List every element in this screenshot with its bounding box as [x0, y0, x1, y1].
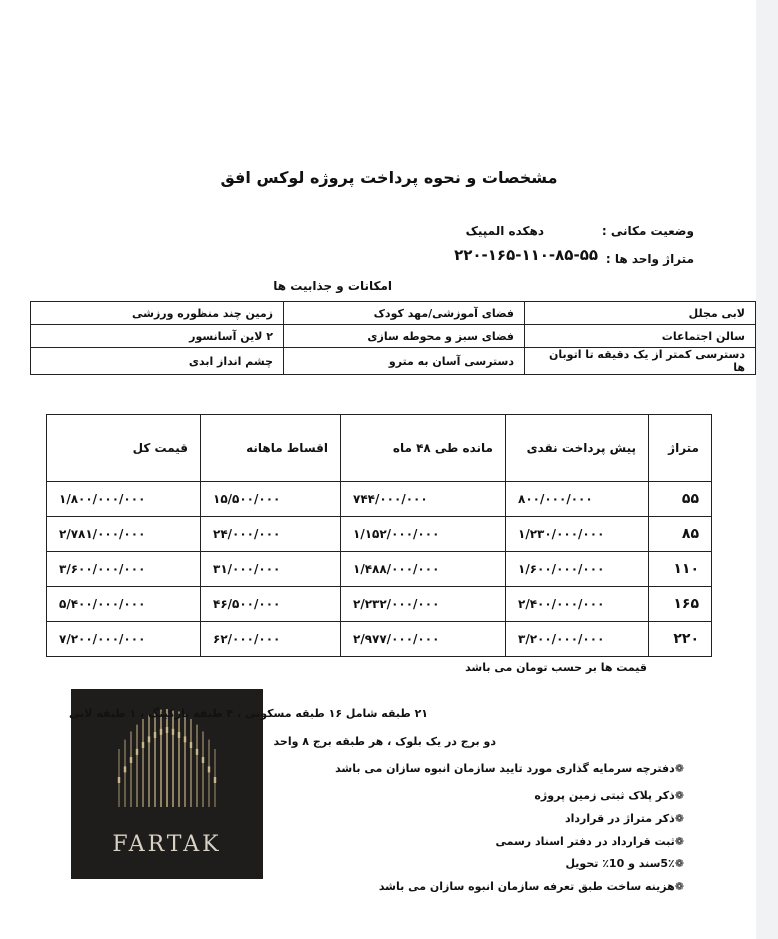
bullet-item: ❁ثبت قرارداد در دفتر اسناد رسمی — [495, 835, 684, 848]
units-value: ۲۲۰-۱۶۵-۱۱۰-۸۵-۵۵ — [454, 246, 598, 264]
table-row — [47, 482, 712, 517]
table-header-row — [47, 415, 712, 482]
column-header: پیش پرداخت نقدی — [506, 415, 649, 482]
table-row — [47, 517, 712, 552]
feature-cell: سالن اجتماعات — [525, 325, 756, 348]
logo-line-notch — [142, 742, 144, 748]
table-cell: ۵/۴۰۰/۰۰۰/۰۰۰ — [47, 587, 201, 622]
bullet-item: ❁5٪سند و 10٪ تحویل — [565, 857, 684, 870]
logo-line-notch — [172, 729, 174, 735]
logo-line-notch — [160, 729, 162, 735]
logo-line-notch — [136, 749, 138, 755]
logo-line-notch — [154, 732, 156, 738]
logo-line-notch — [202, 757, 204, 763]
table-row — [31, 302, 756, 325]
feature-cell: چشم انداز ابدی — [31, 348, 284, 375]
bullet-item: ❁دفترچه سرمایه گذاری مورد تایید سازمان انبوه سازان می باشد — [335, 762, 684, 775]
logo-line-notch — [184, 736, 186, 742]
table-cell: ۸۵ — [649, 517, 712, 552]
logo-line-notch — [214, 777, 216, 783]
table-cell: ۸۰۰/۰۰۰/۰۰۰ — [506, 482, 649, 517]
table-cell: ۷/۲۰۰/۰۰۰/۰۰۰ — [47, 622, 201, 657]
table-cell: ۱۱۰ — [649, 552, 712, 587]
logo-line-notch — [208, 766, 210, 772]
table-cell: ۱/۱۵۲/۰۰۰/۰۰۰ — [341, 517, 506, 552]
logo-line-notch — [178, 732, 180, 738]
feature-cell: زمین چند منظوره ورزشی — [31, 302, 284, 325]
features-heading: امکانات و جذابیت ها — [273, 279, 392, 293]
column-header: مانده طی ۴۸ ماه — [341, 415, 506, 482]
logo-line-notch — [148, 736, 150, 742]
table-cell: ۳/۲۰۰/۰۰۰/۰۰۰ — [506, 622, 649, 657]
table-cell: ۱/۸۰۰/۰۰۰/۰۰۰ — [47, 482, 201, 517]
table-cell: ۷۴۴/۰۰۰/۰۰۰ — [341, 482, 506, 517]
feature-cell: دسترسی کمتر از یک دقیقه تا اتوبان ها — [525, 348, 756, 375]
price-note: قیمت ها بر حسب تومان می باشد — [465, 661, 647, 674]
bullet-item: ۲۱ طبقه شامل ۱۶ طبقه مسکونی ، ۴ طبقه پارکینگ ، ۱ طبقه لابی — [68, 707, 428, 720]
table-cell: ۲/۷۸۱/۰۰۰/۰۰۰ — [47, 517, 201, 552]
feature-cell: لابی مجلل — [525, 302, 756, 325]
table-cell: ۶۲/۰۰۰/۰۰۰ — [201, 622, 341, 657]
logo-line-notch — [118, 777, 120, 783]
feature-cell: فضای آموزشی/مهد کودک — [284, 302, 525, 325]
page-edge — [756, 0, 778, 939]
table-cell: ۳۱/۰۰۰/۰۰۰ — [201, 552, 341, 587]
logo-line-notch — [196, 749, 198, 755]
table-cell: ۱۶۵ — [649, 587, 712, 622]
table-cell: ۱/۶۰۰/۰۰۰/۰۰۰ — [506, 552, 649, 587]
page-title: مشخصات و نحوه پرداخت پروژه لوکس افق — [220, 168, 558, 187]
bullet-item: ❁هزینه ساخت طبق تعرفه سازمان انبوه سازان می باشد — [378, 880, 684, 893]
column-header: قیمت کل — [47, 415, 201, 482]
bullet-item: ❁ذکر پلاک ثبتی زمین پروژه — [534, 789, 684, 802]
table-cell: ۱/۴۸۸/۰۰۰/۰۰۰ — [341, 552, 506, 587]
table-cell: ۳/۶۰۰/۰۰۰/۰۰۰ — [47, 552, 201, 587]
logo-text: FARTAK — [112, 832, 222, 857]
logo-line-notch — [166, 727, 168, 733]
table-cell: ۲/۹۷۷/۰۰۰/۰۰۰ — [341, 622, 506, 657]
table-cell: ۲۲۰ — [649, 622, 712, 657]
table-cell: ۴۶/۵۰۰/۰۰۰ — [201, 587, 341, 622]
table-row — [47, 587, 712, 622]
logo-line-notch — [130, 757, 132, 763]
table-cell: ۵۵ — [649, 482, 712, 517]
table-cell: ۲/۲۳۲/۰۰۰/۰۰۰ — [341, 587, 506, 622]
table-cell: ۱۵/۵۰۰/۰۰۰ — [201, 482, 341, 517]
feature-cell: ۲ لاین آسانسور — [31, 325, 284, 348]
column-header: اقساط ماهانه — [201, 415, 341, 482]
table-row — [31, 348, 756, 375]
features-table — [30, 301, 756, 375]
units-label: متراژ واحد ها : — [605, 252, 694, 266]
table-row — [47, 622, 712, 657]
feature-cell: دسترسی آسان به مترو — [284, 348, 525, 375]
table-cell: ۱/۲۳۰/۰۰۰/۰۰۰ — [506, 517, 649, 552]
location-value: دهکده المپیک — [465, 224, 544, 238]
bullet-item: ❁ذکر متراژ در قرارداد — [564, 812, 684, 825]
table-cell: ۲۴/۰۰۰/۰۰۰ — [201, 517, 341, 552]
table-row — [47, 552, 712, 587]
logo-line-notch — [190, 742, 192, 748]
location-label: وضعیت مکانی : — [601, 224, 694, 238]
table-row — [31, 325, 756, 348]
logo-line-notch — [124, 766, 126, 772]
price-table — [46, 414, 712, 657]
feature-cell: فضای سبز و محوطه سازی — [284, 325, 525, 348]
bullet-item: دو برج در یک بلوک ، هر طبقه برج ۸ واحد — [273, 735, 496, 748]
table-cell: ۲/۴۰۰/۰۰۰/۰۰۰ — [506, 587, 649, 622]
column-header: متراژ — [649, 415, 712, 482]
